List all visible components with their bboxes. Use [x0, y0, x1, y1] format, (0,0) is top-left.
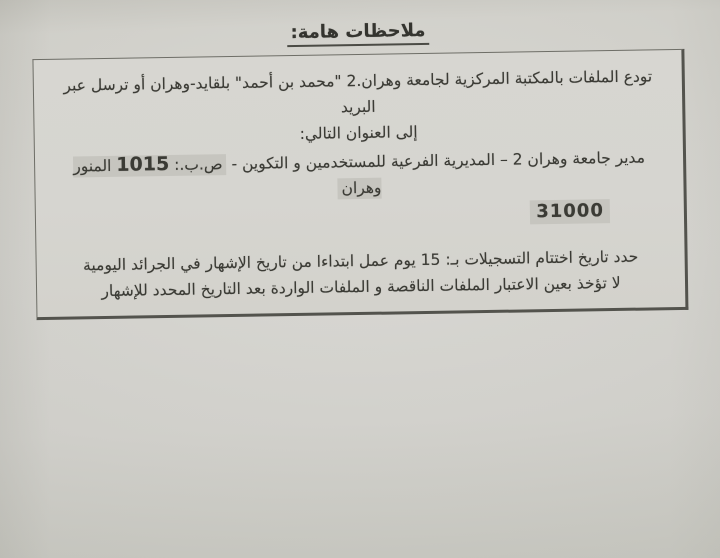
submission-line-2: إلى العنوان التالي: [299, 123, 418, 143]
address-prefix: مدير جامعة وهران 2 – المديرية الفرعية للمستخدمين و التكوين - [226, 148, 646, 174]
pobox-label: ص.ب.: [169, 155, 223, 174]
deadline-line-1: حدد تاريخ اختتام التسجيلات بـ: 15 يوم عمل ابتداءا من تاريخ الإشهار في الجرائد اليومية [82, 247, 639, 275]
deadline-line-2: لا تؤخذ بعين الاعتبار الملفات الناقصة و الملفات الواردة بعد التاريخ المحدد للإشهار [101, 273, 621, 301]
postal-code: 31000 [530, 199, 610, 224]
submission-line-1: تودع الملفات بالمكتبة المركزية لجامعة وهران.2 "محمد بن أحمد" بلقايد-وهران أو ترسل عبر البريد [63, 67, 653, 117]
pobox-suffix: المنور وهران [73, 156, 382, 198]
address-line [57, 143, 662, 205]
page-title-row [0, 15, 718, 51]
page-title: ملاحظات هامة: [286, 20, 429, 47]
notice-box [32, 49, 688, 320]
pobox-number: 1015 [116, 152, 170, 176]
